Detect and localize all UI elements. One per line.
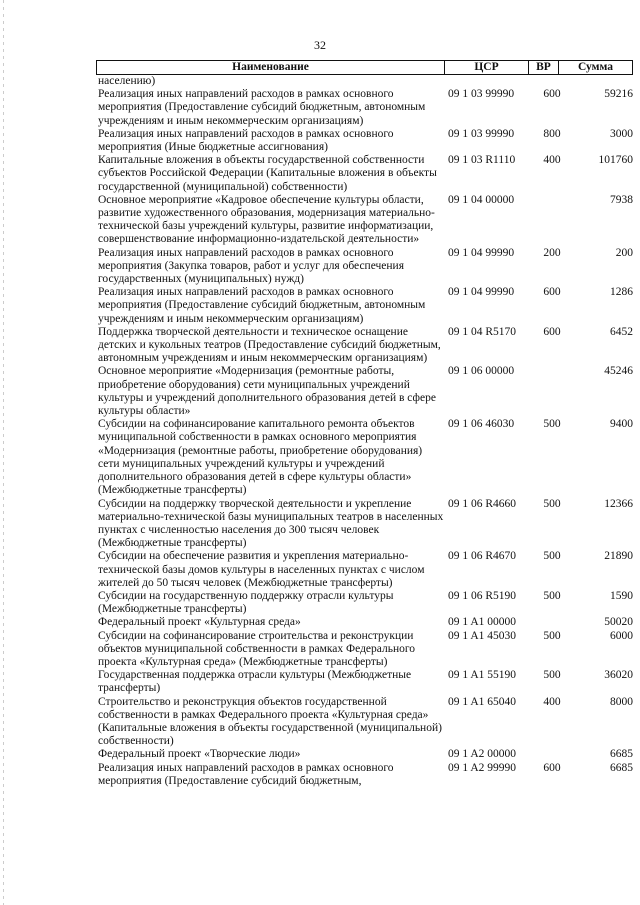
row-vr: [538, 75, 566, 88]
header-vr: ВР: [529, 61, 559, 74]
table-row: [98, 669, 633, 695]
table-row: [98, 748, 633, 761]
row-name: Федеральный проект «Творческие люди»: [98, 748, 301, 761]
row-vr: 500: [543, 629, 561, 642]
table-row: [98, 762, 633, 788]
table-row: [98, 128, 633, 154]
row-vr: 600: [543, 88, 561, 101]
row-sum: 36020: [604, 669, 633, 682]
row-sum: 1286: [610, 286, 633, 299]
row-vr: [538, 616, 566, 629]
row-sum: 6685: [610, 761, 633, 774]
row-csr: 09 1 A1 00000: [448, 616, 517, 629]
table-row: [98, 590, 633, 616]
row-csr: 09 1 A2 99990: [448, 761, 517, 774]
row-name: Государственная поддержка отрасли культуры (Межбюджетные трансферты): [98, 669, 412, 695]
row-vr: 600: [543, 325, 561, 338]
row-vr: 500: [543, 589, 561, 602]
table-row: [98, 286, 633, 326]
page-number: 32: [314, 38, 326, 52]
table-row: [98, 88, 633, 128]
row-vr: 500: [543, 497, 561, 510]
row-name: Реализация иных направлений расходов в рамках основного мероприятия (Иные бюджетные ассигнования): [98, 127, 394, 154]
row-csr: 09 1 A2 00000: [448, 748, 517, 761]
row-name: Реализация иных направлений расходов в рамках основного мероприятия (Закупка товаров, работ и услуг для обеспечения государственных (муниципальных) нужд): [98, 246, 405, 286]
table-row: [98, 418, 633, 497]
row-vr: [538, 194, 566, 247]
row-name: Субсидии на обеспечение развития и укрепления материально-технической базы домов культуры в населенных пунктах с числом жителей до 50 тысяч человек (Межбюджетные трансферты): [98, 550, 425, 589]
row-name: Субсидии на поддержку творческой деятельности и укрепление материально-технической базы муниципальных театров в населенных пунктах с численностью населения до 300 тысяч человек (Межбюджетные трансферты): [98, 497, 444, 550]
row-vr: 200: [543, 246, 561, 259]
table-row: [98, 154, 633, 194]
row-sum: 21890: [604, 550, 633, 563]
table-row: [98, 550, 633, 590]
row-csr: 09 1 A1 55190: [448, 669, 517, 682]
row-csr: 09 1 A1 45030: [448, 629, 517, 642]
row-vr: 400: [543, 695, 561, 708]
row-name: Основное мероприятие «Кадровое обеспечение культуры области, развитие художественного образования, модернизация материально-технической базы учреждений культуры, развитие информатизации, совершенствование информационно-издательской деятельности»: [98, 193, 435, 246]
row-vr: [538, 365, 566, 418]
row-vr: [538, 748, 566, 761]
row-csr: [448, 75, 538, 88]
table-row: [98, 630, 633, 670]
row-sum: 6452: [610, 325, 633, 338]
row-csr: 09 1 04 00000: [448, 193, 515, 206]
row-name: Реализация иных направлений расходов в рамках основного мероприятия (Предоставление субсидий бюджетным, автономным учреждениям и иным некоммерческим организациям): [98, 88, 426, 127]
table-body: [98, 75, 633, 788]
row-sum: 200: [615, 246, 633, 259]
header-csr: ЦСР: [445, 61, 529, 74]
table-row: [98, 194, 633, 247]
table-row: [98, 326, 633, 366]
row-name: Строительство и реконструкция объектов государственной собственности в рамках Федерального проекта «Культурная среда» (Капитальные вложения в объекты государственной (муниципальной) собственности): [98, 695, 442, 748]
table-header: [96, 60, 633, 75]
row-csr: 09 1 04 99990: [448, 286, 515, 299]
row-sum: 1590: [610, 589, 633, 602]
row-sum: 3000: [610, 127, 633, 140]
table-row: [98, 247, 633, 287]
row-name: Основное мероприятие «Модернизация (ремонтные работы, приобретение оборудования) сети муниципальных учреждений культуры и учреждений дополнительного образования детей в сфере культуры области»: [98, 365, 436, 418]
row-sum: 6000: [610, 629, 633, 642]
row-sum: 12366: [604, 497, 633, 510]
row-name: Субсидии на софинансирование капитального ремонта объектов муниципальной собственности в рамках основного мероприятия «Модернизация (ремонтные работы, приобретение оборудования) сети муниципальных учреждений культуры и учреждений дополнительного образования детей в сфере культуры области» (Межбюджетные трансферты): [98, 418, 423, 497]
row-csr: 09 1 A1 65040: [448, 695, 517, 708]
table-row: [98, 498, 633, 551]
row-sum: 59216: [604, 88, 633, 101]
table-row: [98, 696, 633, 749]
row-csr: 09 1 03 R1110: [448, 154, 516, 167]
row-vr: 600: [543, 761, 561, 774]
row-csr: 09 1 06 R5190: [448, 589, 517, 602]
row-vr: 600: [543, 286, 561, 299]
row-name: Капитальные вложения в объекты государственной собственности субъектов Российской Федерации (Капитальные вложения в объекты государственной (муниципальной) собственности): [98, 154, 437, 193]
row-name: Субсидии на государственную поддержку отрасли культуры (Межбюджетные трансферты): [98, 589, 394, 616]
scan-margin-mark: [3, 0, 4, 905]
row-csr: 09 1 06 R4670: [448, 550, 517, 563]
row-name: Поддержка творческой деятельности и техническое оснащение детских и кукольных театров (Предоставление субсидий бюджетным, автономным учреждениям и иным некоммерческим организациям): [98, 325, 441, 365]
row-csr: 09 1 06 46030: [448, 418, 515, 431]
row-sum: [566, 75, 633, 88]
row-sum: 6685: [610, 748, 633, 761]
row-csr: 09 1 06 R4660: [448, 497, 517, 510]
row-vr: 500: [543, 418, 561, 431]
table-row: [98, 75, 633, 88]
row-csr: 09 1 03 99990: [448, 127, 515, 140]
row-csr: 09 1 04 99990: [448, 246, 515, 259]
row-name: Реализация иных направлений расходов в рамках основного мероприятия (Предоставление субсидий бюджетным,: [98, 761, 394, 787]
header-sum: Сумма: [578, 61, 613, 73]
row-csr: 09 1 04 R5170: [448, 325, 517, 338]
row-sum: 9400: [610, 418, 633, 431]
header-name: Наименование: [97, 61, 445, 74]
row-name: Реализация иных направлений расходов в рамках основного мероприятия (Предоставление субсидий бюджетным, автономным учреждениям и иным некоммерческим организациям): [98, 286, 426, 325]
row-vr: 400: [543, 154, 561, 167]
row-csr: 09 1 06 00000: [448, 365, 515, 378]
row-sum: 8000: [610, 695, 633, 708]
row-sum: 101760: [598, 154, 633, 167]
row-vr: 800: [543, 127, 561, 140]
table-row: [98, 616, 633, 629]
row-csr: 09 1 03 99990: [448, 88, 515, 101]
row-name: Федеральный проект «Культурная среда»: [98, 616, 301, 629]
table-row: [98, 365, 633, 418]
row-sum: 50020: [604, 616, 633, 629]
row-name: населению): [98, 75, 156, 87]
row-name: Субсидии на софинансирование строительства и реконструкции объектов муниципальной собственности в рамках Федерального проекта «Культурная среда» (Межбюджетные трансферты): [98, 629, 416, 668]
row-vr: 500: [543, 550, 561, 563]
row-sum: 45246: [604, 365, 633, 378]
row-vr: 500: [543, 669, 561, 682]
row-sum: 7938: [610, 193, 633, 206]
